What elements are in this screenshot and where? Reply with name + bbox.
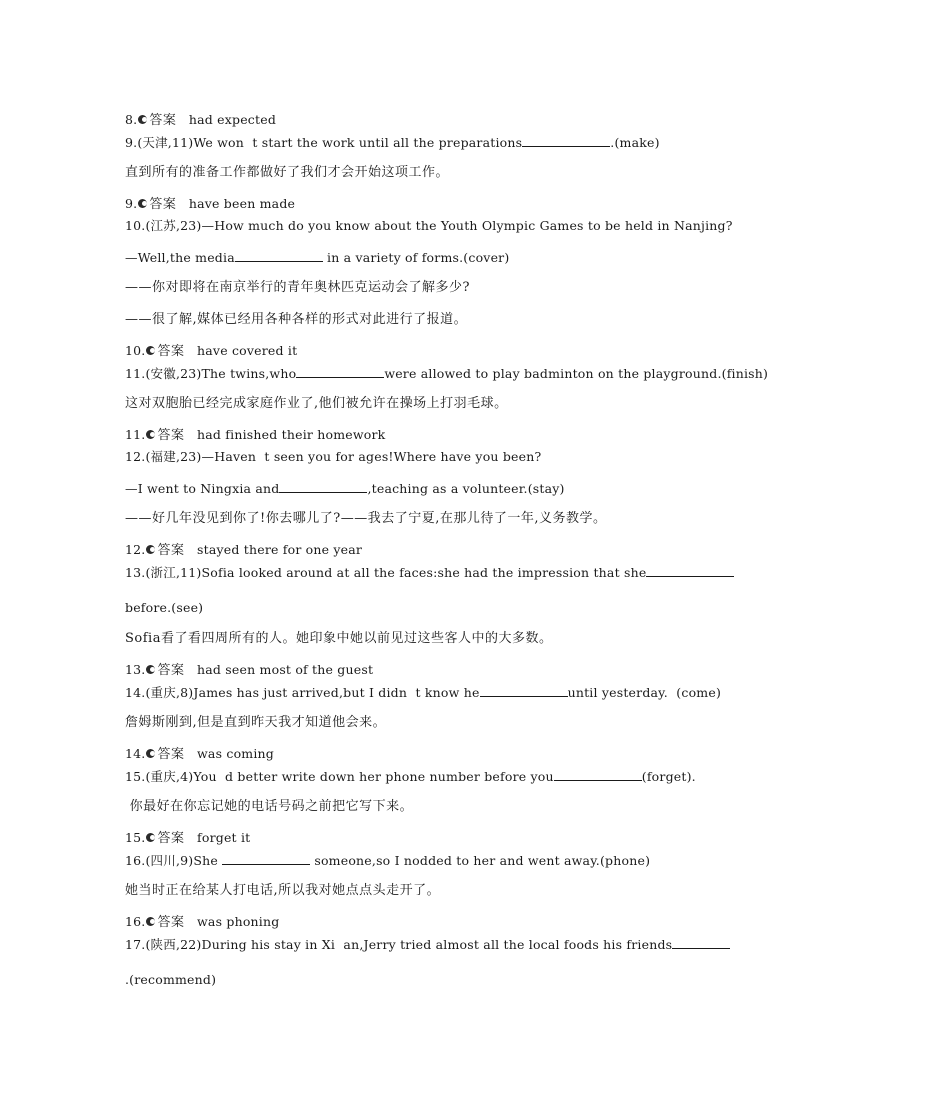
answer-key-icon [146,833,155,842]
answer-label: 答案 [157,543,185,558]
question-13-cont: before.(see) [125,600,204,615]
answer-text: have covered it [197,343,298,358]
question-hint: someone,so I nodded to her and went away.(phone) [310,853,651,868]
question-17-cont: .(recommend) [125,972,217,987]
question-hint: were allowed to play badminton on the playground.(finish) [384,366,769,381]
question-text: 13.(浙江,11)Sofia looked around at all the faces:she had the impression that she [125,565,647,580]
question-text: 11.(安徽,23)The twins,who [125,366,297,381]
question-10-reply [125,249,509,266]
answer-15 [125,830,250,847]
answer-13 [125,662,373,679]
translation-12: ——好几年没见到你了!你去哪儿了?——我去了宁夏,在那儿待了一年,义务教学。 [125,511,607,526]
answer-blank [235,249,323,262]
answer-label: 答案 [157,747,185,762]
answer-text: had seen most of the guest [197,662,374,677]
answer-label: 答案 [157,915,185,930]
question-15 [125,768,696,785]
answer-label: 答案 [157,428,185,443]
answer-12 [125,542,362,559]
question-text: 9.(天津,11)We won t start the work until all the preparations [125,135,523,150]
translation-16: 她当时正在给某人打电话,所以我对她点点头走开了。 [125,883,441,898]
answer-number: 15. [125,830,146,845]
answer-number: 10. [125,343,146,358]
answer-blank [646,564,734,577]
translation-11: 这对双胞胎已经完成家庭作业了,他们被允许在操场上打羽毛球。 [125,396,508,411]
question-13 [125,564,734,581]
answer-blank [296,365,384,378]
answer-blank [672,936,730,949]
answer-text: was phoning [197,914,280,929]
answer-label: 答案 [149,113,177,128]
question-text: 17.(陕西,22)During his stay in Xi an,Jerry tried almost all the local foods his friends [125,937,673,952]
question-11 [125,365,768,382]
answer-text: have been made [188,196,296,211]
translation-10b: ——很了解,媒体已经用各种各样的形式对此进行了报道。 [125,312,468,327]
answer-9 [125,196,295,213]
answer-number: 13. [125,662,146,677]
question-text: —Well,the media [125,250,235,265]
answer-key-icon [138,115,147,124]
question-9 [125,134,660,151]
translation-14: 詹姆斯刚到,但是直到昨天我才知道他会来。 [125,715,387,730]
answer-key-icon [146,749,155,758]
answer-16 [125,914,279,931]
question-hint: until yesterday. (come) [567,685,722,700]
question-text: 14.(重庆,8)James has just arrived,but I didn t know he [125,685,480,700]
question-text: —I went to Ningxia and [125,481,280,496]
answer-label: 答案 [157,663,185,678]
translation-15: 你最好在你忘记她的电话号码之前把它写下来。 [125,799,414,814]
question-hint: .(make) [610,135,660,150]
answer-label: 答案 [149,197,177,212]
answer-blank [279,480,367,493]
question-14 [125,684,721,701]
answer-key-icon [138,199,147,208]
question-16 [125,852,650,869]
answer-text: was coming [197,746,275,761]
question-17 [125,936,730,953]
answer-key-icon [146,545,155,554]
question-text: 15.(重庆,4)You d better write down her phone number before you [125,769,554,784]
answer-10 [125,343,297,360]
answer-number: 12. [125,542,146,557]
translation-10a: ——你对即将在南京举行的青年奥林匹克运动会了解多少? [125,280,470,295]
question-12: 12.(福建,23)—Haven t seen you for ages!Where have you been? [125,449,542,464]
answer-text: had finished their homework [197,427,386,442]
answer-blank [522,134,610,147]
answer-8 [125,112,276,129]
question-hint: ,teaching as a volunteer.(stay) [367,481,565,496]
answer-key-icon [146,917,155,926]
question-text: 16.(四川,9)She [125,853,223,868]
translation-13: Sofia看了看四周所有的人。她印象中她以前见过这些客人中的大多数。 [125,631,553,646]
answer-text: forget it [197,830,251,845]
answer-14 [125,746,274,763]
answer-key-icon [146,346,155,355]
question-hint: in a variety of forms.(cover) [322,250,510,265]
answer-text: had expected [188,112,277,127]
answer-number: 8. [125,112,138,127]
question-12-reply [125,480,565,497]
translation-9: 直到所有的准备工作都做好了我们才会开始这项工作。 [125,165,450,180]
question-10: 10.(江苏,23)—How much do you know about the Youth Olympic Games to be held in Nanjing? [125,218,733,233]
answer-label: 答案 [157,831,185,846]
answer-11 [125,427,385,444]
answer-text: stayed there for one year [197,542,363,557]
answer-number: 11. [125,427,146,442]
answer-number: 9. [125,196,138,211]
answer-number: 16. [125,914,146,929]
answer-key-icon [146,665,155,674]
answer-number: 14. [125,746,146,761]
answer-label: 答案 [157,344,185,359]
question-hint: (forget). [641,769,696,784]
answer-blank [222,852,310,865]
answer-key-icon [146,430,155,439]
answer-blank [480,684,568,697]
answer-blank [554,768,642,781]
